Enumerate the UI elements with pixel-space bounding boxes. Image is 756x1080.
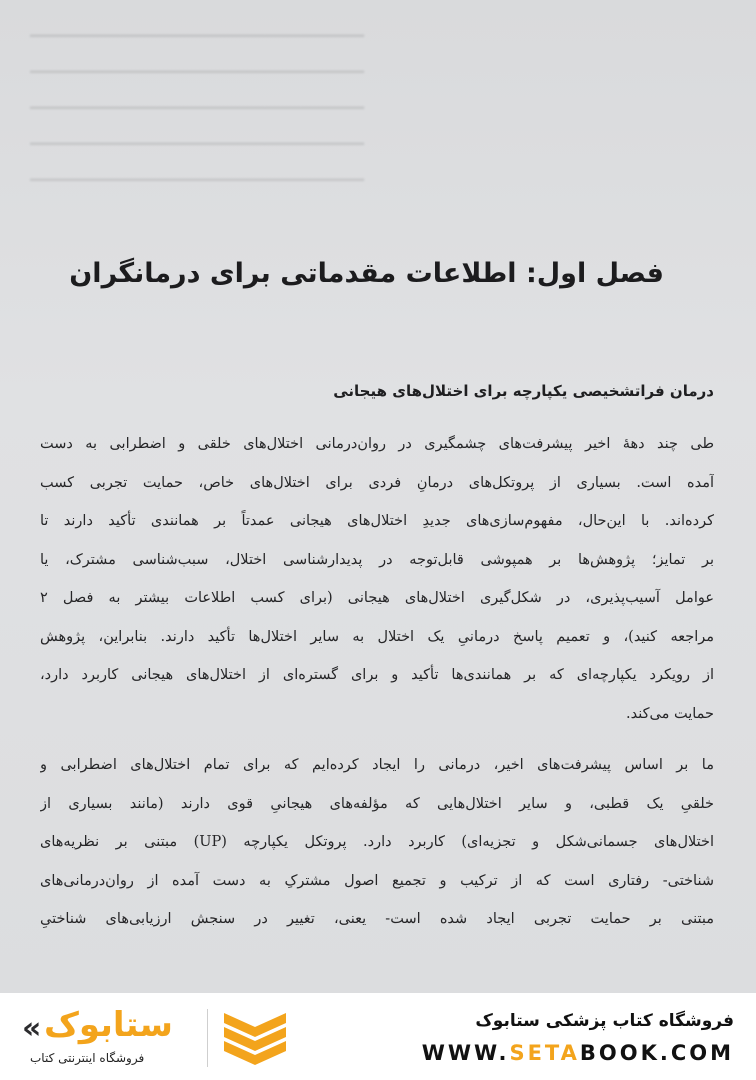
- text-line: ما بر اساس پیشرفت‌های اخیر، درمانی را ایجاد کرده‌ایم که برای تمام اختلال‌های اضطرابی و: [40, 757, 714, 773]
- paragraph-gap: [40, 733, 714, 746]
- store-logo[interactable]: [22, 1003, 292, 1073]
- logo-arrows-icon: «: [22, 1011, 42, 1046]
- text-line: شناختی- رفتاری است که از ترکیب و تجمیع اصول مشترکِ به دست آمده از روان‌درمانی‌های: [40, 872, 714, 889]
- text-line: عوامل آسیب‌پذیری، در شکل‌گیری اختلال‌های هیجانی (برای کسب اطلاعات بیشتر به فصل ۲: [40, 590, 714, 606]
- store-name: فروشگاه کتاب پزشکی ستابوک: [475, 1011, 734, 1031]
- text-line: آمده است. بسیاری از پروتکل‌های درمانِ فردی برای اختلال‌های خاص، حمایت تجربی کسب: [40, 474, 714, 491]
- text-line: اختلال‌های جسمانی‌شکل و تجزیه‌ای) کاربرد دارد. پروتکل یکپارچه (UP) مبتنی بر نظریه‌های: [40, 834, 714, 850]
- text-line: بر تمایز؛ پژوهش‌ها بر همپوشی قابل‌توجه در پدیدارشناسی اختلال، سبب‌شناسی مشترک، یا: [40, 551, 714, 568]
- text-line: از رویکرد یکپارچه‌ای که بر همانندی‌ها تأکید و برای گستره‌ای از اختلال‌های هیجانی کاربرد دارد،: [40, 667, 714, 683]
- chapter-title: فصل اول: اطلاعات مقدماتی برای درمانگران: [69, 258, 664, 289]
- logo-word: ستابوک: [44, 1005, 173, 1045]
- url-suffix: BOOK.COM: [579, 1041, 734, 1065]
- store-footer: [0, 993, 756, 1080]
- logo-wordmark: [22, 1003, 192, 1073]
- text-line: طی چند دهۀ اخیر پیشرفت‌های چشمگیری در روان‌درمانی اختلال‌های خلقی و اضطرابی به دست: [40, 436, 714, 452]
- bleed-through-text: ━━━━━━━━━━━━━━━━━━━━━━━━━━━━━━━━━━━━━ ━━━━━━━━━━━━━━━━━━━━━━━━━━━━━━━━━━━━━ ━━━━━━━━━━━━━━━━━━━━━━━━━━━━━━━━━━━━━ ━━━━━━━━━━━━━━━━━━━━━━━━━━━━━━━━━━━━━ ━━━━━━━━━━━━━━━━━━━━━━━━━━━━━━━━━━━━━: [30, 27, 365, 189]
- url-prefix: WWW.: [421, 1041, 510, 1065]
- logo-tagline: فروشگاه اینترنتی کتاب: [30, 1051, 145, 1065]
- text-line: مبتنی بر حمایت تجربی ایجاد شده است- یعنی، تغییر در سنجش ارزیابی‌های شناختیِ: [40, 911, 714, 927]
- text-line: کرده‌اند. با این‌حال، مفهوم‌سازی‌های جدیدِ اختلال‌های هیجانی عمدتاً بر همانندی تأکید دارند تا: [40, 513, 714, 529]
- url-highlight: SETA: [509, 1041, 580, 1065]
- text-line: حمایت می‌کند.: [626, 705, 714, 722]
- text-line: خلقیِ یک قطبی، و سایر اختلال‌هایی که مؤلفه‌های هیجانیِ قوی دارند (مانند بسیاری از: [40, 795, 714, 812]
- body-text: [40, 425, 714, 939]
- chevron-stack-icon: [222, 1009, 288, 1067]
- section-heading: درمان فراتشخیصی یکپارچه برای اختلال‌های هیجانی: [333, 382, 714, 400]
- logo-divider: [207, 1009, 208, 1067]
- store-url[interactable]: [422, 1041, 734, 1065]
- text-line: مراجعه کنید)، و تعمیم پاسخ درمانیِ یک اختلال به سایر اختلال‌ها تأکید دارند. بنابراین، پژوهش: [40, 628, 714, 645]
